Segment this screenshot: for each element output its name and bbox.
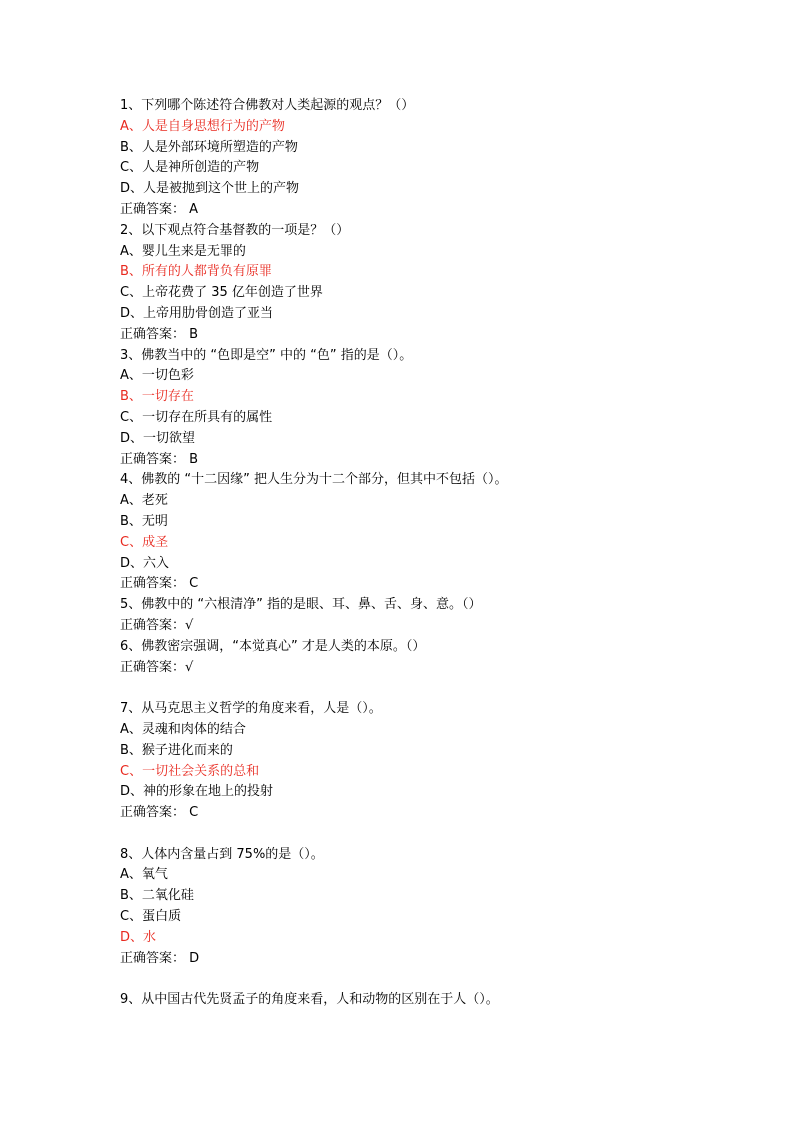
question-prompt: 1、下列哪个陈述符合佛教对人类起源的观点？（） [120, 98, 415, 113]
question-prompt: 3、佛教当中的 “色即是空” 中的 “色” 指的是（）。 [120, 347, 413, 363]
answer-line: 正确答案： B [120, 451, 199, 467]
answer-line: 正确答案：√ [120, 617, 194, 633]
question-prompt: 6、佛教密宗强调，“本觉真心” 才是人类的本原。（） [120, 638, 426, 654]
question-prompt: 5、佛教中的 “六根清净” 指的是眼、耳、鼻、舌、身、意。（） [120, 597, 482, 613]
spacer [120, 678, 740, 699]
option: B、二氧化硅 [120, 888, 194, 904]
option: D、上帝用肋骨创造了亚当 [120, 305, 274, 321]
answer-line: 正确答案： B [120, 326, 199, 342]
option-correct: C、一切社会关系的总和 [120, 763, 260, 779]
option: A、一切色彩 [120, 368, 194, 384]
option: B、无明 [120, 513, 168, 529]
option: B、人是外部环境所塑造的产物 [120, 139, 298, 155]
answer-line: 正确答案：√ [120, 659, 194, 675]
option: D、神的形象在地上的投射 [120, 784, 274, 800]
option-correct: D、水 [120, 929, 157, 945]
option-correct: B、一切存在 [120, 389, 194, 405]
question-prompt: 8、人体内含量占到 75%的是（）。 [120, 846, 324, 862]
spacer [120, 969, 740, 990]
option: D、一切欲望 [120, 430, 196, 446]
question-prompt: 2、以下观点符合基督教的一项是？（） [120, 222, 350, 238]
answer-line: 正确答案： A [120, 201, 199, 217]
option: C、人是神所创造的产物 [120, 160, 260, 176]
answer-line: 正确答案： C [120, 805, 199, 821]
option-correct: B、所有的人都背负有原罪 [120, 264, 272, 280]
option: D、人是被抛到这个世上的产物 [120, 181, 300, 197]
option: D、六入 [120, 555, 170, 571]
option: C、一切存在所具有的属性 [120, 409, 273, 425]
option-correct: C、成圣 [120, 534, 169, 550]
answer-line: 正确答案： D [120, 950, 200, 966]
option: A、婴儿生来是无罪的 [120, 243, 246, 259]
option: C、蛋白质 [120, 909, 182, 925]
question-prompt: 7、从马克思主义哲学的角度来看，人是（）。 [120, 701, 382, 717]
option: A、灵魂和肉体的结合 [120, 721, 246, 737]
option: A、氧气 [120, 867, 168, 883]
option: A、老死 [120, 493, 168, 509]
answer-line: 正确答案： C [120, 576, 199, 592]
spacer [120, 824, 740, 845]
question-list [120, 96, 740, 1011]
question-prompt: 4、佛教的 “十二因缘” 把人生分为十二个部分，但其中不包括（）。 [120, 472, 508, 488]
question-prompt: 9、从中国古代先贤孟子的角度来看，人和动物的区别在于人（）。 [120, 992, 499, 1008]
option: B、猴子进化而来的 [120, 742, 233, 758]
option: C、上帝花费了 35 亿年创造了世界 [120, 285, 323, 301]
option-correct: A、人是自身思想行为的产物 [120, 118, 285, 134]
